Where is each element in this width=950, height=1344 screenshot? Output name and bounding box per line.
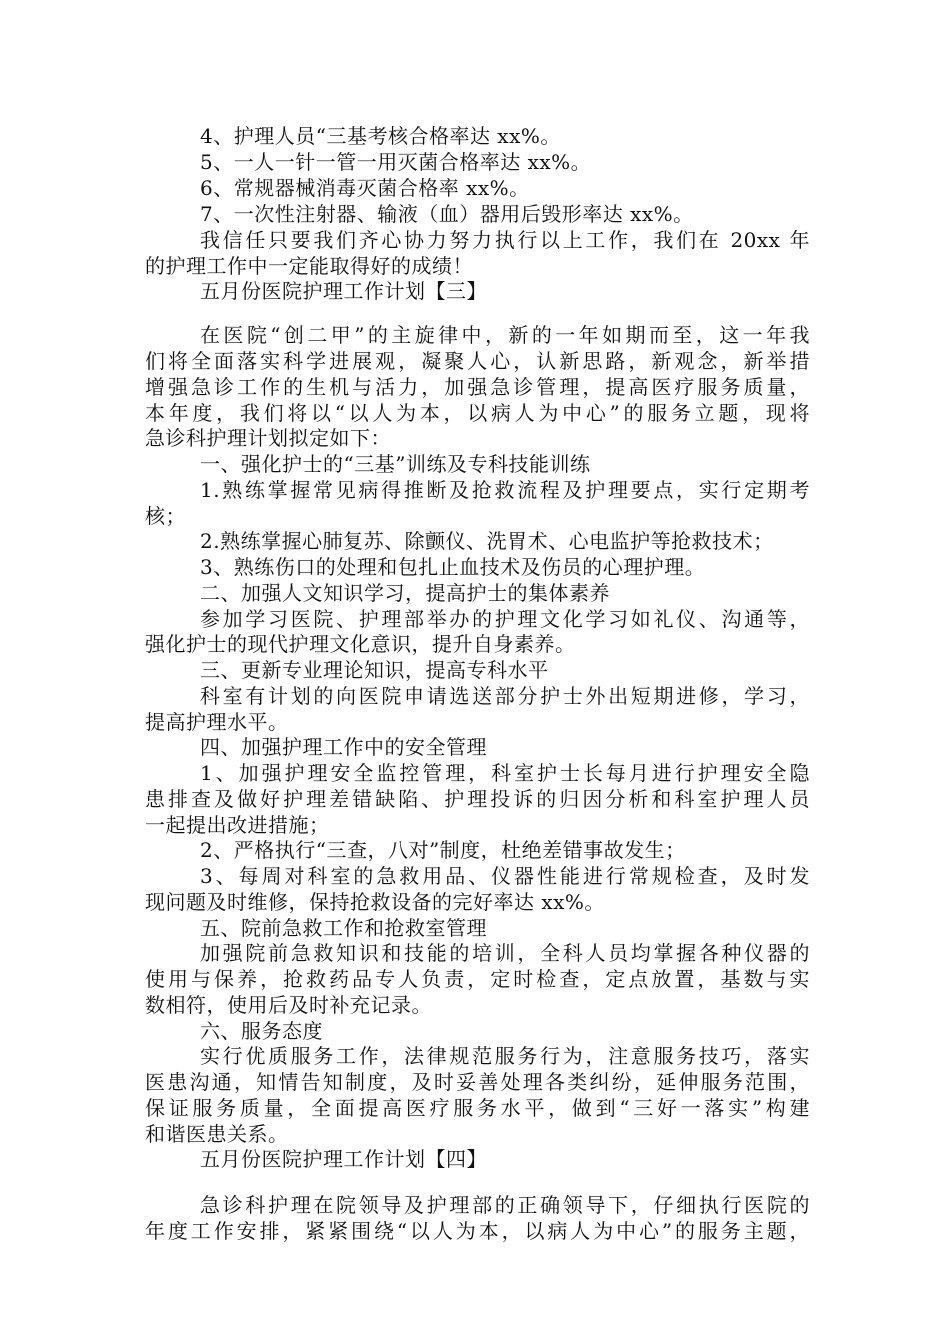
text-line: 现问题及时维修，保持抢救设备的完好率达 xx%。 [145, 890, 605, 914]
text-line: 急诊科护理在院领导及护理部的正确领导下，仔细执行医院的 [200, 1193, 810, 1217]
text-line: 3、熟练伤口的处理和包扎止血技术及伤员的心理护理。 [200, 555, 706, 579]
text-line: 4、护理人员“三基考核合格率达 xx%。 [200, 124, 561, 148]
text-line: 参加学习医院、护理部举办的护理文化学习如礼仪、沟通等， [200, 607, 810, 631]
text-line: 1.熟练掌握常见病得推断及抢救流程及护理要点，实行定期考 [200, 478, 810, 502]
text-line: 3、每周对科室的急救用品、仪器性能进行常规检查，及时发 [200, 864, 810, 888]
text-line: 实行优质服务工作，法律规范服务行为，注意服务技巧，落实 [200, 1044, 810, 1068]
text-line: 2、严格执行“三查，八对”制度，杜绝差错事故发生； [200, 838, 686, 862]
text-line: 本年度，我们将以“以人为本，以病人为中心”的服务立题，现将 [145, 401, 810, 425]
subheading: 一、强化护士的“三基”训练及专科技能训练 [200, 452, 591, 476]
text-line: 在医院“创二甲”的主旋律中，新的一年如期而至，这一年我 [200, 323, 810, 347]
text-line: 医患沟通，知情告知制度，及时妥善处理各类纠纷，延伸服务范围， [145, 1070, 810, 1094]
text-line: 的护理工作中一定能取得好的成绩！ [145, 254, 473, 278]
text-line: 核； [145, 504, 186, 528]
text-line: 加强院前急救知识和技能的培训，全科人员均掌握各种仪器的 [200, 941, 810, 965]
text-line: 我信任只要我们齐心协力努力执行以上工作，我们在 20xx 年 [200, 228, 810, 252]
text-line: 7、一次性注射器、输液（血）器用后毁形率达 xx%。 [200, 202, 694, 226]
subheading: 二、加强人文知识学习，提高护士的集体素养 [200, 581, 610, 605]
subheading: 三、更新专业理论知识，提高专科水平 [200, 658, 549, 682]
text-line: 患排查及做好护理差错缺陷、护理投诉的归因分析和科室护理人员 [145, 787, 810, 811]
text-line: 科室有计划的向医院申请选送部分护士外出短期进修，学习， [200, 684, 810, 708]
text-line: 1、加强护理安全监控管理，科室护士长每月进行护理安全隐 [200, 761, 810, 785]
text-line: 2.熟练掌握心肺复苏、除颤仪、洗胃术、心电监护等抢救技术； [200, 529, 774, 553]
section-heading: 五月份医院护理工作计划【三】 [200, 279, 487, 303]
subheading: 六、服务态度 [200, 1019, 323, 1043]
subheading: 四、加强护理工作中的安全管理 [200, 735, 487, 759]
text-line: 和谐医患关系。 [145, 1122, 289, 1146]
text-line: 保证服务质量，全面提高医疗服务水平，做到“三好一落实”构建 [145, 1096, 810, 1120]
text-line: 数相符，使用后及时补充记录。 [145, 993, 432, 1017]
subheading: 五、院前急救工作和抢救室管理 [200, 916, 487, 940]
text-line: 提高护理水平。 [145, 710, 289, 734]
text-line: 急诊科护理计划拟定如下： [145, 426, 391, 450]
text-line: 年度工作安排，紧紧围绕“以人为本，以病人为中心”的服务主题， [145, 1219, 810, 1243]
text-line: 5、一人一针一管一用灭菌合格率达 xx%。 [200, 150, 592, 174]
text-line: 增强急诊工作的生机与活力，加强急诊管理，提高医疗服务质量， [145, 375, 810, 399]
section-heading: 五月份医院护理工作计划【四】 [200, 1147, 487, 1171]
text-line: 们将全面落实科学进展观，凝聚人心，认新思路，新观念，新举措 [145, 349, 810, 373]
text-line: 使用与保养，抢救药品专人负责，定时检查，定点放置，基数与实 [145, 967, 810, 991]
text-line: 一起提出改进措施； [145, 813, 330, 837]
text-line: 6、常规器械消毒灭菌合格率 xx%。 [200, 176, 530, 200]
text-line: 强化护士的现代护理文化意识，提升自身素养。 [145, 632, 576, 656]
